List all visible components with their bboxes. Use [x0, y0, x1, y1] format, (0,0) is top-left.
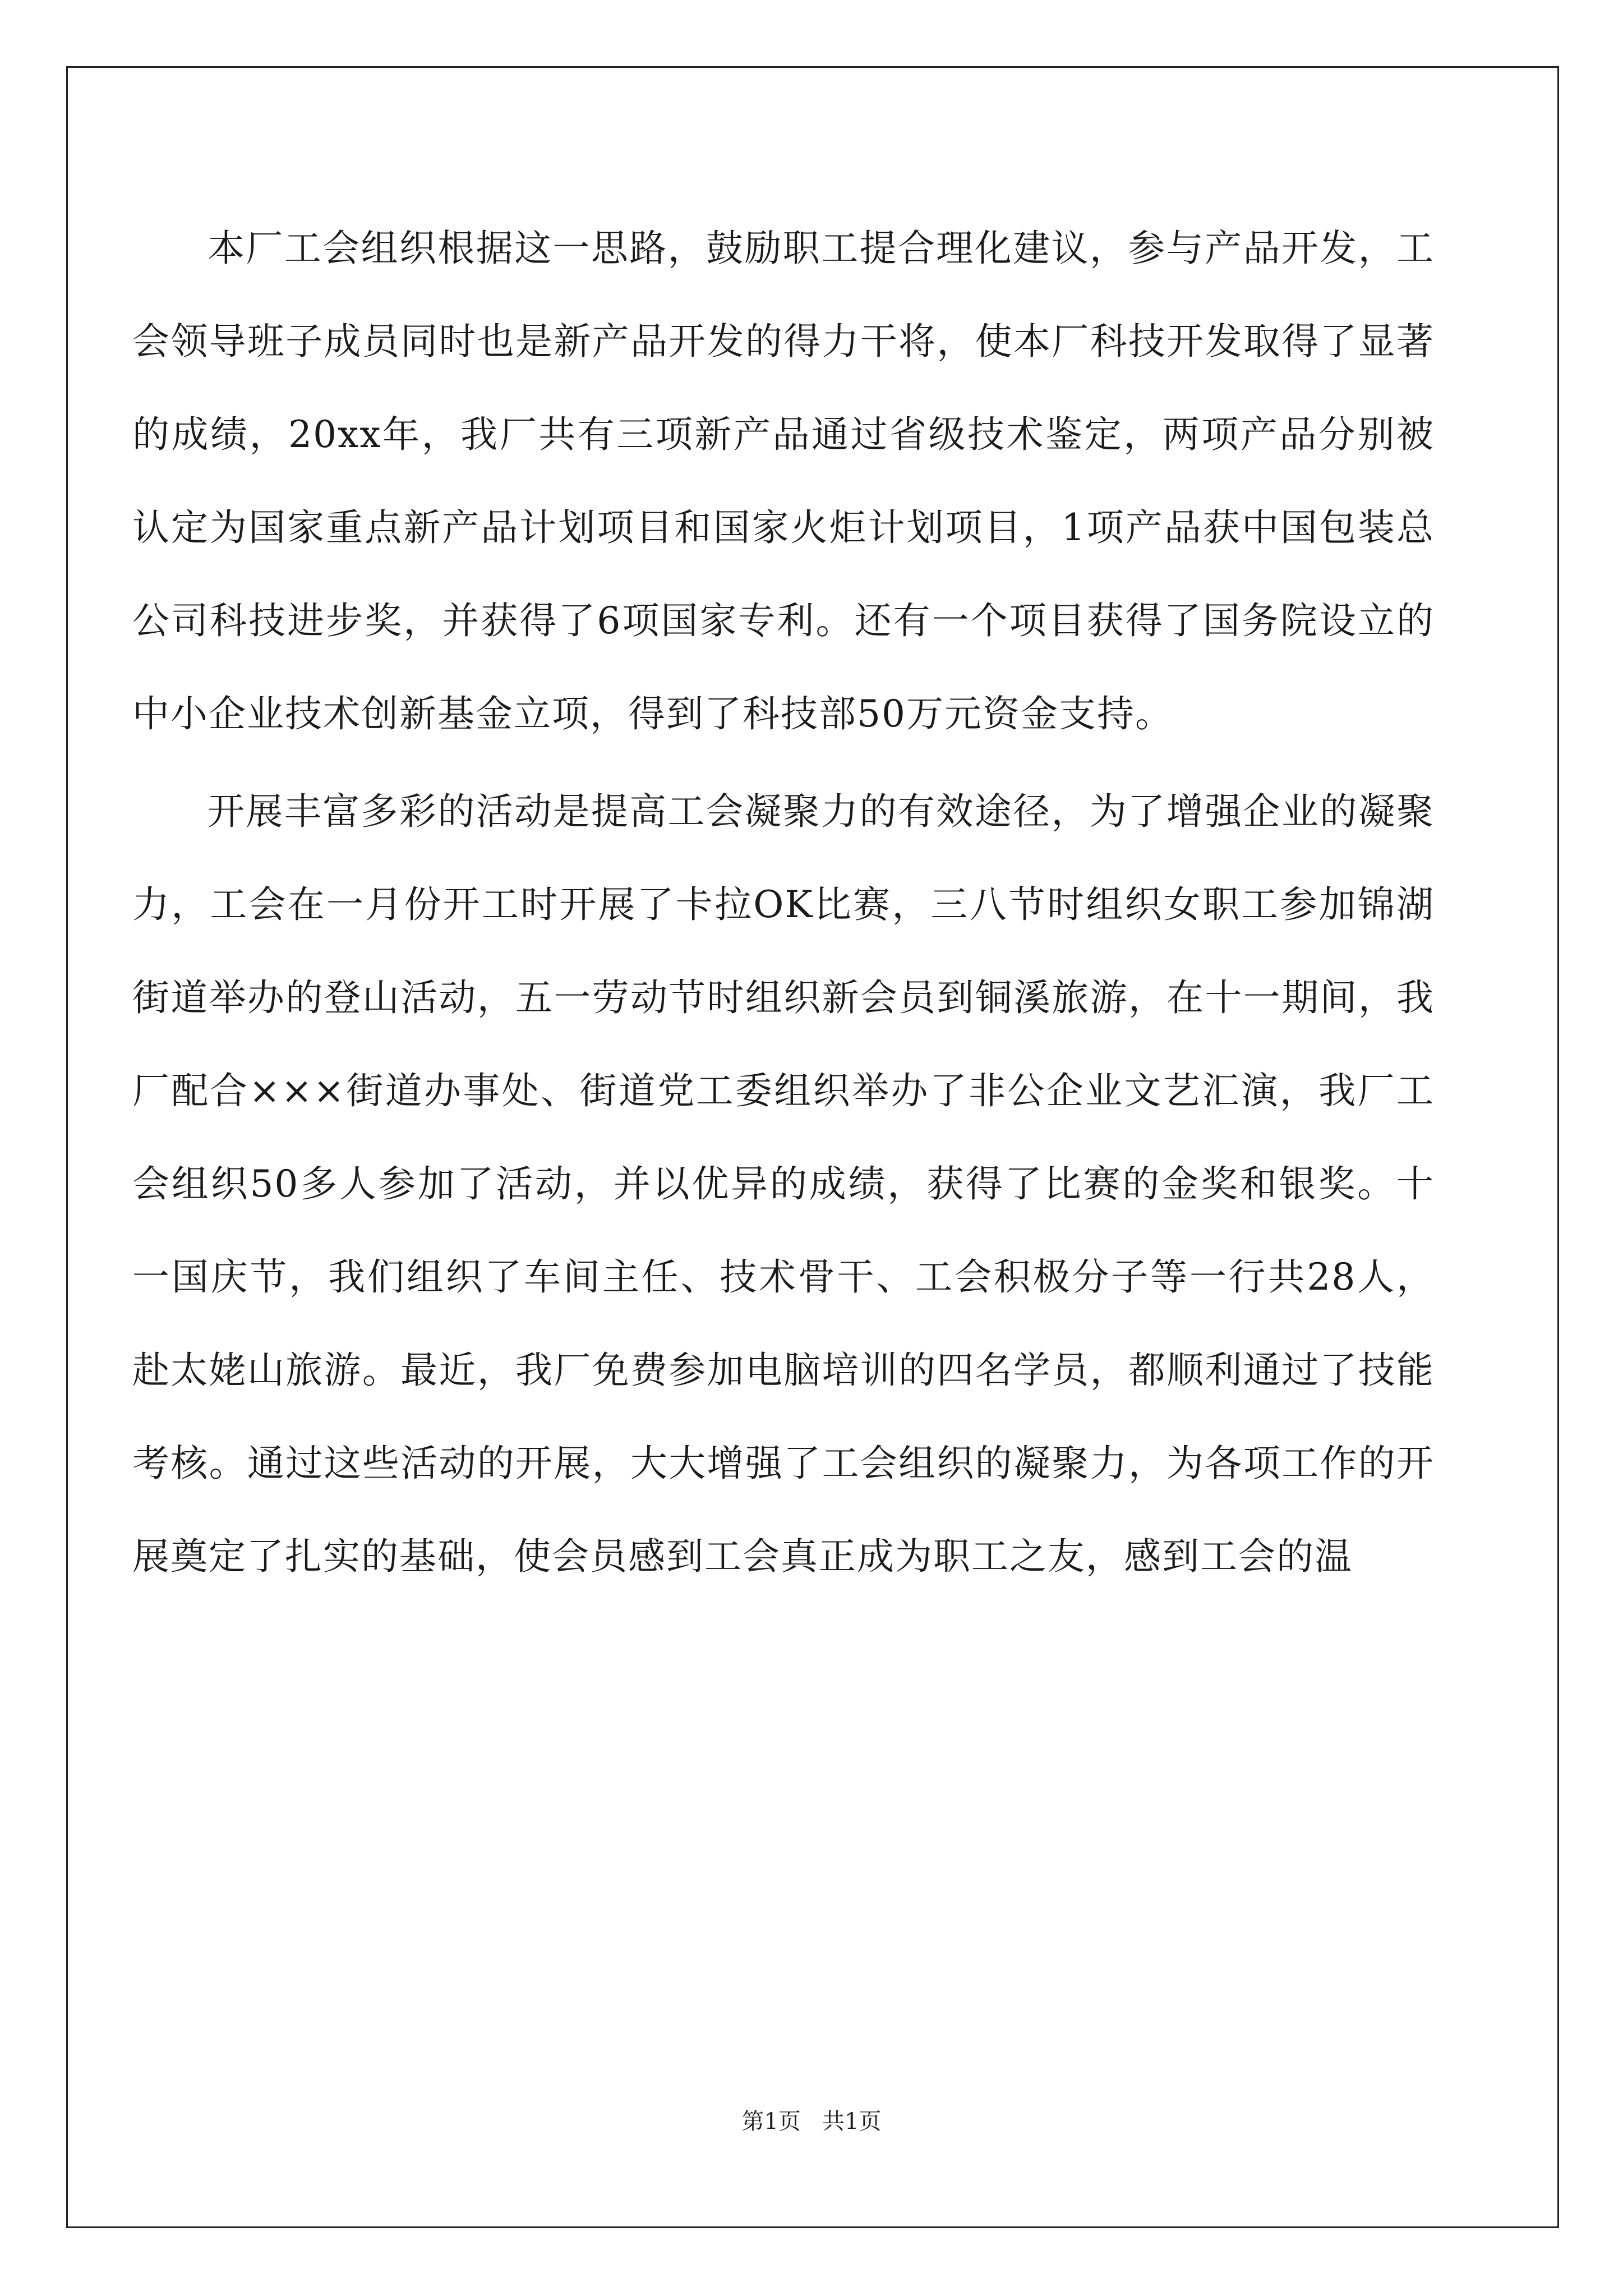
paragraph-1: 本厂工会组织根据这一思路，鼓励职工提合理化建议，参与产品开发，工会领导班子成员同时也是新产品开发的得力干将，使本厂科技开发取得了显著的成绩，20xx年，我厂共有三项新产品通过省级技术鉴定，两项产品分别被认定为国家重点新产品计划项目和国家火炬计划项目，1项产品获中国包装总公司科技进步奖，并获得了6项国家专利。还有一个项目获得了国务院设立的中小企业技术创新基金立项，得到了科技部50万元资金支持。	[132, 227, 1435, 735]
page-footer: 第1页 共1页	[741, 2109, 882, 2134]
document-body	[132, 202, 1435, 1603]
paragraph-2: 开展丰富多彩的活动是提高工会凝聚力的有效途径，为了增强企业的凝聚力，工会在一月份开工时开展了卡拉OK比赛，三八节时组织女职工参加锦湖街道举办的登山活动，五一劳动节时组织新会员到铜溪旅游，在十一期间，我厂配合×××街道办事处、街道党工委组织举办了非公企业文艺汇演，我厂工会组织50多人参加了活动，并以优异的成绩，获得了比赛的金奖和银奖。十一国庆节，我们组织了车间主任、技术骨干、工会积极分子等一行共28人，赴太姥山旅游。最近，我厂免费参加电脑培训的四名学员，都顺利通过了技能考核。通过这些活动的开展，大大增强了工会组织的凝聚力，为各项工作的开展奠定了扎实的基础，使会员感到工会真正成为职工之友，感到工会的温	[132, 790, 1435, 1578]
